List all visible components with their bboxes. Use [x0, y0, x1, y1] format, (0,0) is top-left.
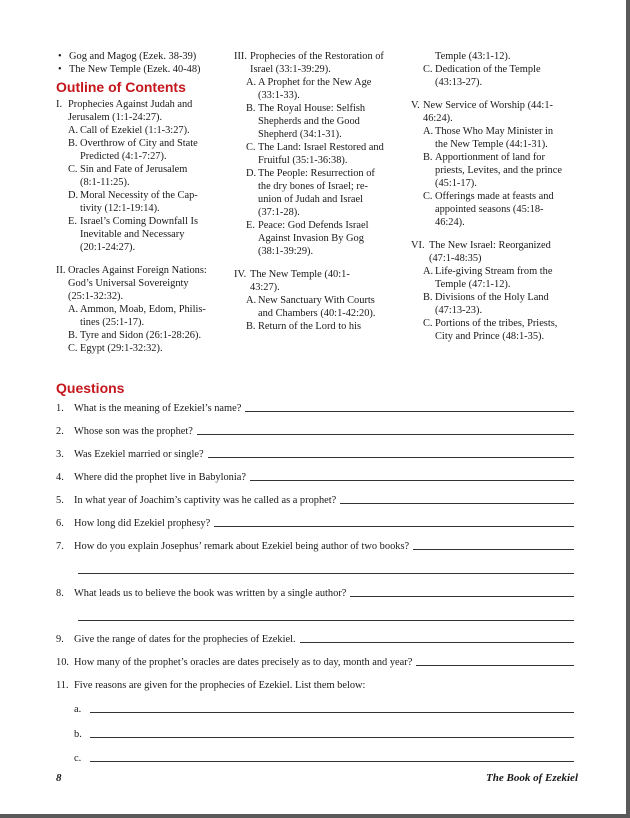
outline-section-1: I. Prophecies Against Judah and Jerusalem (1:1-24:27).	[56, 99, 193, 123]
outline-subsection: D. Moral Necessity of the Cap- tivity (12:1-19:14).	[68, 190, 198, 214]
outline-section-6: VI. The New Israel: Reorganized (47:1-48:35)	[411, 240, 551, 264]
outline-subsection: E. Peace: God Defends Israel Against Invasion By Gog (38:1-39:29).	[246, 220, 369, 257]
question-row: 8. What leads us to believe the book was written by a single author?	[56, 585, 574, 599]
outline-subsection: B. Apportionment of land for priests, Levites, and the prince (45:1-17).	[423, 152, 562, 189]
outline-subsection: B. Divisions of the Holy Land (47:13-23).	[423, 292, 549, 316]
bullet-item: • The New Temple (Ezek. 40-48)	[58, 64, 201, 75]
answer-item-c: c.	[74, 750, 574, 764]
answer-line-extra[interactable]	[78, 573, 574, 574]
outline-column-3	[411, 50, 586, 343]
outline-subsection: C. Portions of the tribes, Priests, City and Prince (48:1-35).	[423, 318, 558, 342]
outline-subsection: B. Overthrow of City and State Predicted (4:1-7:27).	[68, 138, 198, 162]
answer-line[interactable]	[300, 642, 574, 643]
outline-column-2	[234, 50, 404, 333]
question-row: 10. How many of the prophet’s oracles are dates precisely as to day, month and year?	[56, 654, 574, 668]
question-row: 2. Whose son was the prophet?	[56, 423, 574, 437]
outline-heading: Outline of Contents	[56, 79, 186, 95]
answer-line[interactable]	[250, 480, 574, 481]
outline-subsection: C. Sin and Fate of Jerusalem (8:1-11:25).	[68, 164, 188, 188]
answer-line[interactable]	[208, 457, 574, 458]
outline-subsection: C. Egypt (29:1-32:32).	[68, 343, 163, 354]
answer-line[interactable]	[90, 737, 574, 738]
page-edge-right	[626, 0, 630, 818]
outline-subsection: A. Life-giving Stream from the Temple (47:1-12).	[423, 266, 553, 290]
outline-subsection: C. Offerings made at feasts and appointed seasons (45:18- 46:24).	[423, 191, 554, 228]
answer-line[interactable]	[197, 434, 574, 435]
outline-subsection: C. The Land: Israel Restored and Fruitful (35:1-36:38).	[246, 142, 384, 166]
outline-subsection: A. A Prophet for the New Age (33:1-33).	[246, 77, 372, 101]
answer-line[interactable]	[350, 596, 574, 597]
question-row: 5. In what year of Joachim’s captivity was he called as a prophet?	[56, 492, 574, 506]
page-number: 8	[56, 772, 62, 784]
outline-subsection: C. Dedication of the Temple (43:13-27).	[423, 64, 541, 88]
outline-subsection: A. New Sanctuary With Courts and Chambers (40:1-42:20).	[246, 295, 376, 319]
outline-subsection: B. The Royal House: Selfish Shepherds and the Good Shepherd (34:1-31).	[246, 103, 366, 140]
answer-line[interactable]	[90, 712, 574, 713]
outline-subsection: D. The People: Resurrection of the dry bones of Israel; re- union of Judah and Israel (37:1-28).	[246, 168, 375, 218]
outline-subsection: B. Return of the Lord to his	[246, 321, 362, 332]
outline-section-3: III. Prophecies of the Restoration of Israel (33:1-39:29).	[234, 51, 384, 75]
question-row: 9. Give the range of dates for the prophecies of Ezekiel.	[56, 631, 574, 645]
page-edge-bottom	[0, 814, 630, 818]
answer-item-b: b.	[74, 726, 574, 740]
answer-line[interactable]	[214, 526, 574, 527]
outline-column-1	[56, 50, 224, 355]
outline-subsection-continued: Temple (43:1-12).	[435, 51, 511, 62]
question-row: 6. How long did Ezekiel prophesy?	[56, 515, 574, 529]
outline-section-2: II. Oracles Against Foreign Nations: God’s Universal Sovereignty (25:1-32:32).	[56, 265, 207, 302]
footer-book-title: The Book of Ezekiel	[486, 772, 578, 784]
question-row: 3. Was Ezekiel married or single?	[56, 446, 574, 460]
outline-subsection: A. Call of Ezekiel (1:1-3:27).	[68, 125, 190, 136]
questions-heading: Questions	[56, 380, 125, 396]
answer-line[interactable]	[245, 411, 574, 412]
question-row: 1. What is the meaning of Ezekiel’s name?	[56, 400, 574, 414]
answer-line[interactable]	[90, 761, 574, 762]
answer-line[interactable]	[340, 503, 574, 504]
answer-line[interactable]	[416, 665, 574, 666]
outline-subsection: A. Ammon, Moab, Edom, Philis- tines (25:1-17).	[68, 304, 206, 328]
answer-line[interactable]	[413, 549, 574, 550]
outline-section-5: V. New Service of Worship (44:1- 46:24).	[411, 100, 553, 124]
outline-subsection: B. Tyre and Sidon (26:1-28:26).	[68, 330, 202, 341]
outline-subsection: E. Israel’s Coming Downfall Is Inevitable and Necessary (20:1-24:27).	[68, 216, 199, 253]
answer-item-a: a.	[74, 701, 574, 715]
outline-section-4: IV. The New Temple (40:1- 43:27).	[234, 269, 350, 293]
question-row: 11. Five reasons are given for the prophecies of Ezekiel. List them below:	[56, 680, 366, 691]
question-row: 4. Where did the prophet live in Babylonia?	[56, 469, 574, 483]
answer-line-extra[interactable]	[78, 620, 574, 621]
bullet-item: • Gog and Magog (Ezek. 38-39)	[58, 51, 197, 62]
outline-subsection: A. Those Who May Minister in the New Temple (44:1-31).	[423, 126, 554, 150]
question-row: 7. How do you explain Josephus’ remark about Ezekiel being author of two books?	[56, 538, 574, 552]
